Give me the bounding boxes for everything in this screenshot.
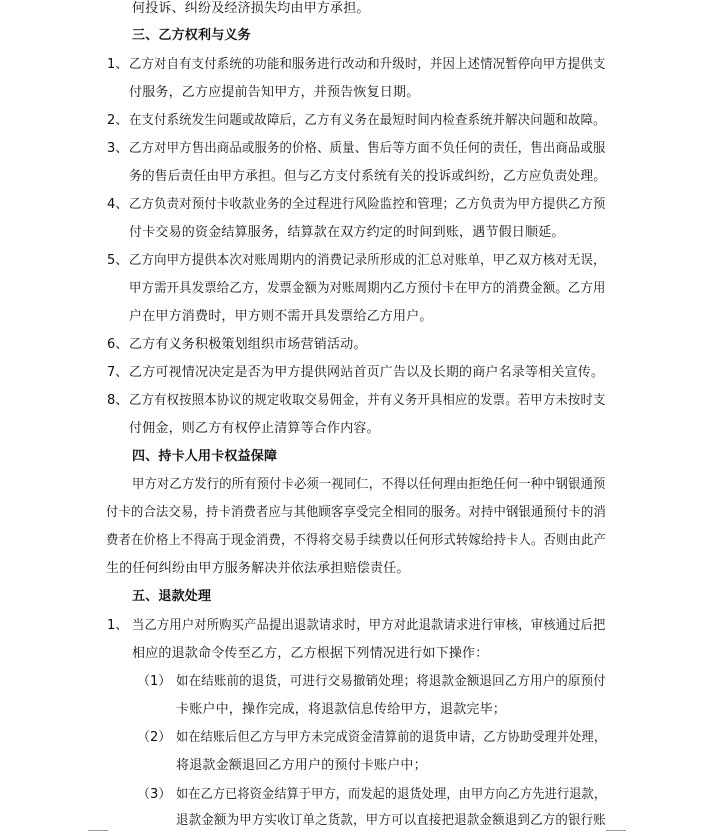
s4-line3: 费者在价格上不得高于现金消费，不得将交易手续费以任何形式转嫁给持卡人。否则由此产 [106,533,607,548]
s3-item8-line2: 付佣金，则乙方有权停止清算等合作内容。 [129,421,380,436]
s3-item3-line1: 乙方对甲方售出商品或服务的价格、质量、售后等方面不负任何的责任，售出商品或服 [129,141,606,156]
s4-line4: 生的任何纠纷由甲方服务解决并依法承担赔偿责任。 [106,561,410,576]
s5-sub2-line2: 将退款金额退回乙方用户的预付卡账户中； [176,758,427,773]
s3-item4-number: 4、 [107,197,129,212]
page-margin-mark-right [606,830,626,831]
s5-sub3-line2: 退款金额为甲方实收订单之货款，甲方可以直接把退款金额退到乙方的银行账 [176,813,606,828]
page-margin-mark-left [88,830,108,831]
s3-item6-number: 6、 [107,337,129,352]
s5-sub2-line1: 如在结账后但乙方与甲方未完成资金清算前的退货申请，乙方协助受理并处理， [176,730,607,745]
s3-item4-line1: 乙方负责对预付卡收款业务的全过程进行风险监控和管理；乙方负责为甲方提供乙方预 [129,197,606,212]
s3-item6-line1: 乙方有义务积极策划组织市场营销活动。 [129,337,367,352]
s5-item1-number: 1、 [107,618,129,633]
s3-item7-line1: 乙方可视情况决定是否为甲方提供网站首页广告以及长期的商户名录等相关宣传。 [129,365,605,380]
section3-heading: 三、乙方权利与义务 [132,28,251,43]
s3-item8-number: 8、 [107,393,129,408]
s3-item5-line1: 乙方向甲方提供本次对账周期内的消费记录所形成的汇总对账单，甲乙双方核对无误， [129,253,606,268]
s3-item2-number: 2、 [107,113,129,128]
s5-sub3-line1: 如在乙方已将资金结算于甲方，而发起的退货处理，由甲方向乙方先进行退款， [176,787,607,802]
s3-item7-number: 7、 [107,365,129,380]
s5-item1-line1: 当乙方用户对所购买产品提出退款请求时，甲方对此退款请求进行审核，审核通过后把 [132,618,606,633]
s3-item1-line1: 乙方对自有支付系统的功能和服务进行改动和升级时，并因上述情况暂停向甲方提供支 [129,57,606,72]
s3-item5-line3: 户在甲方消费时，甲方则不需开具发票给乙方用户。 [129,309,433,324]
s3-item2-line1: 在支付系统发生问题或故障后，乙方有义务在最短时间内检查系统并解决问题和故障。 [129,113,606,128]
s4-line2: 付卡的合法交易，持卡消费者应与其他顾客享受完全相同的服务。对持中钢银通预付卡的消 [106,505,607,520]
s3-item5-number: 5、 [107,253,129,268]
s4-line1: 甲方对乙方发行的所有预付卡必须一视同仁，不得以任何理由拒绝任何一种中钢银通预 [132,477,606,492]
section5-heading: 五、退款处理 [132,589,212,604]
s5-sub1-number: （1） [137,674,172,689]
s5-sub1-line2: 卡账户中，操作完成，将退款信息传给甲方，退款完毕； [176,702,507,717]
s5-item1-line2: 相应的退款命令传至乙方，乙方根据下列情况进行如下操作： [132,646,489,661]
s3-item3-line2: 务的售后责任由甲方承担。但与乙方支付系统有关的投诉或纠纷，乙方应负责处理。 [129,169,607,184]
s5-sub1-line1: 如在结账前的退货，可进行交易撤销处理；将退款金额退回乙方用户的原预付 [176,674,606,689]
s3-item3-number: 3、 [107,141,129,156]
s3-item1-number: 1、 [107,57,129,72]
s3-item1-line2: 付服务，乙方应提前告知甲方，并预告恢复日期。 [129,85,420,100]
s3-item5-line2: 甲方需开具发票给乙方，发票金额为对账周期内乙方预付卡在甲方的消费金额。乙方用 [129,281,606,296]
s5-sub2-number: （2） [137,730,172,745]
s5-sub3-number: （3） [137,787,172,802]
section4-heading: 四、持卡人用卡权益保障 [132,449,278,464]
s3-item8-line1: 乙方有权按照本协议的规定收取交易佣金，并有义务开具相应的发票。若甲方未按时支 [129,393,606,408]
s3-item4-line2: 付卡交易的资金结算服务，结算款在双方约定的时间到账，遇节假日顺延。 [129,225,565,240]
top-line: 何投诉、纠纷及经济损失均由甲方承担。 [132,1,370,16]
